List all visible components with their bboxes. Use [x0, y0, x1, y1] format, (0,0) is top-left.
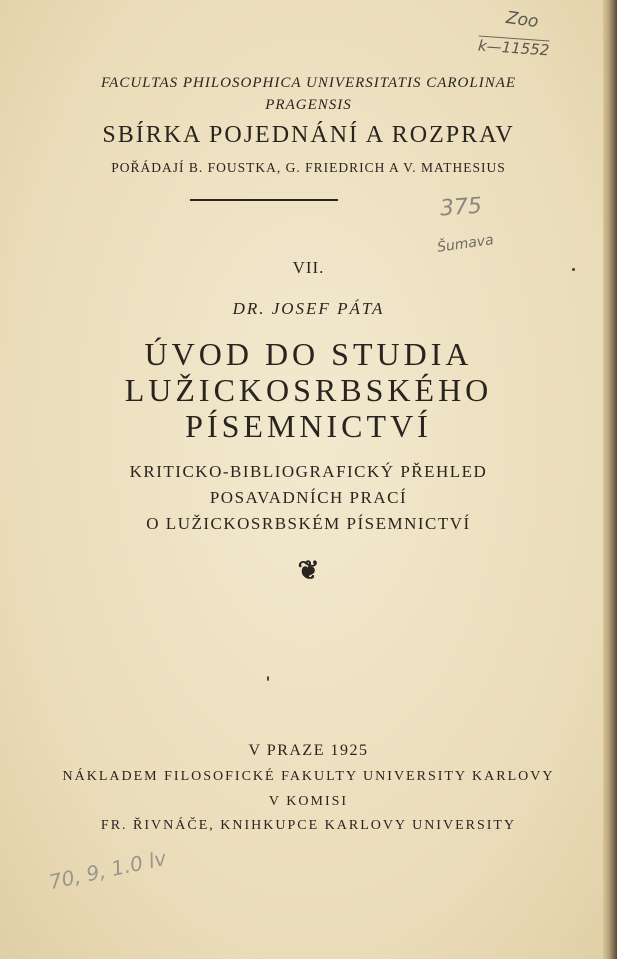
- handwritten-number: 375: [439, 193, 483, 222]
- subtitle-line-2: POSAVADNÍCH PRACÍ: [209, 488, 408, 507]
- imprint-commission: V KOMISI: [268, 794, 349, 809]
- subtitle-line-1: KRITICKO-BIBLIOGRAFICKÝ PŘEHLED: [129, 462, 488, 481]
- series-editors: POŘÁDAJÍ B. FOUSTKA, G. FRIEDRICH A V. MATHESIUS: [111, 160, 506, 175]
- faculty-line-2: PRAGENSIS: [265, 97, 352, 113]
- faculty-line-1: FACULTAS PHILOSOPHICA UNIVERSITATIS CAROLINAE: [100, 75, 517, 91]
- imprint-bookseller: FR. ŘIVNÁČE, KNIHKUPCE KARLOVY UNIVERSITY: [100, 818, 517, 833]
- page-speck: [572, 268, 575, 271]
- book-title-line-3: PÍSEMNICTVÍ: [185, 408, 432, 444]
- book-title-line-1: ÚVOD DO STUDIA: [144, 336, 473, 372]
- subtitle-line-3: O LUŽICKOSRBSKÉM PÍSEMNICTVÍ: [146, 514, 471, 533]
- imprint-publisher: NÁKLADEM FILOSOFICKÉ FAKULTY UNIVERSITY KARLOVY: [62, 769, 555, 784]
- divider-rule: [190, 199, 338, 201]
- book-title-line-2: LUŽICKOSRBSKÉHO: [124, 372, 493, 408]
- handwritten-scribble: Šumava: [436, 232, 495, 256]
- handwritten-shelfmark: k—11552: [477, 36, 550, 60]
- page-speck: [267, 676, 269, 681]
- imprint-place-year: V PRAZE 1925: [248, 742, 369, 759]
- handwritten-note-bottom-left: 70, 9, 1.0 lv: [46, 845, 169, 895]
- volume-number: VII.: [292, 258, 325, 277]
- handwritten-note-top-right: Zoo: [504, 7, 540, 33]
- series-title: SBÍRKA POJEDNÁNÍ A ROZPRAV: [102, 122, 515, 148]
- author-name: DR. JOSEF PÁTA: [232, 299, 385, 318]
- fleuron-ornament-icon: ❦: [297, 556, 320, 586]
